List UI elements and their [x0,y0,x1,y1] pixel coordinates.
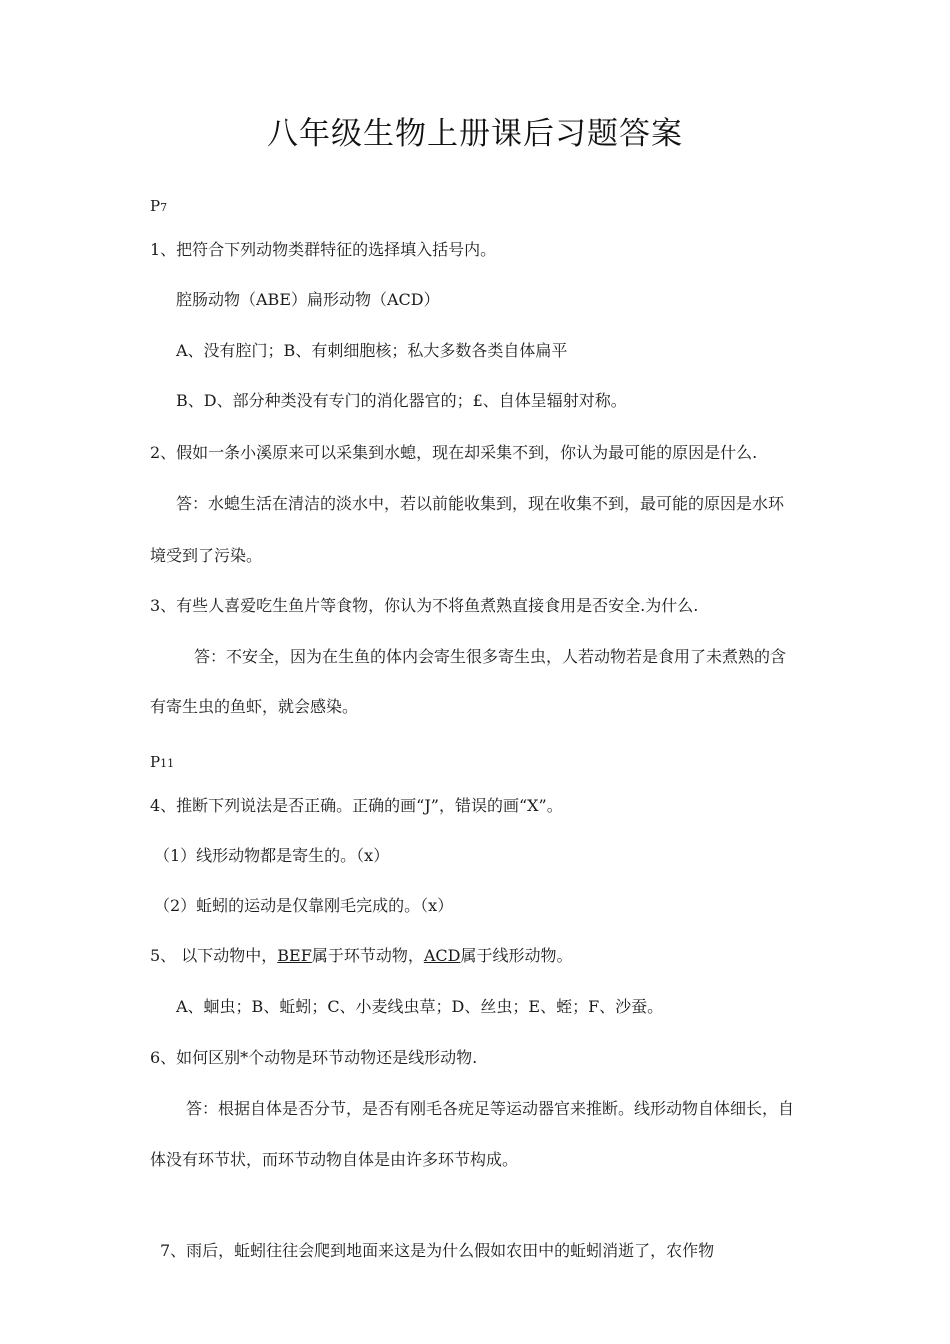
question-6: 6、如何区别*个动物是环节动物还是线形动物. [150,1048,478,1067]
question-3: 3、有些人喜爱吃生鱼片等食物，你认为不将鱼煮熟直接食用是否安全.为什么. [150,596,699,615]
question-6-answer-line-2: 体没有环节状，而环节动物自体是由许多环节构成。 [150,1150,519,1169]
question-3-answer-line-2: 有寄生虫的鱼虾，就会感染。 [150,697,359,716]
question-5-answer-nematodes: ACD [423,946,461,965]
question-5-prefix: 5、 以下动物中， [150,946,278,965]
question-1-options-a: A、没有腔门；B、有刺细胞核；私大多数各类自体扁平 [176,341,568,360]
section-label-p11 [150,752,174,774]
question-7: 7、雨后，蚯蚓往往会爬到地面来这是为什么假如农田中的蚯蚓消逝了，农作物 [160,1241,715,1260]
question-4-item-2: （2）蚯蚓的运动是仅靠刚毛完成的。（x） [154,896,454,915]
question-4: 4、推断下列说法是否正确。正确的画“J”，错误的画“X”。 [150,796,563,815]
section-prefix: P [150,197,161,215]
section-number: 11 [160,757,175,770]
question-6-answer-line-1: 答：根据自体是否分节，是否有刚毛各疣足等运动器官来推断。线形动物自体细长，自 [186,1099,795,1118]
section-label-p7 [150,196,167,218]
question-1: 1、把符合下列动物类群特征的选择填入括号内。 [150,240,497,259]
section-number: 7 [160,201,168,214]
question-5-options: A、蛔虫；B、蚯蚓；C、小麦线虫草；D、丝虫；E、蛭；F、沙蚕。 [176,997,664,1016]
question-5 [150,946,572,966]
question-1-options-b: B、D、部分种类没有专门的消化器官的；£、自体呈辐射对称。 [176,391,627,410]
question-5-suffix: 属于线形动物。 [460,946,573,965]
section-prefix: P [150,753,161,771]
question-2-answer-line-2: 境受到了污染。 [150,546,263,565]
question-5-middle: 属于环节动物， [311,946,424,965]
question-4-item-1: （1）线形动物都是寄生的。（x） [154,846,390,865]
question-5-answer-annelids: BEF [277,946,312,965]
question-1-groups: 腔肠动物（ABE）扁形动物（ACD） [176,290,440,309]
question-2-answer-line-1: 答：水螅生活在清洁的淡水中，若以前能收集到，现在收集不到，最可能的原因是水环 [176,494,785,513]
question-3-answer-line-1: 答：不安全，因为在生鱼的体内会寄生很多寄生虫，人若动物若是食用了未煮熟的含 [194,647,787,666]
question-2: 2、假如一条小溪原来可以采集到水螅，现在却采集不到，你认为最可能的原因是什么. [150,443,758,462]
page-title: 八年级生物上册课后习题答案 [267,116,683,152]
